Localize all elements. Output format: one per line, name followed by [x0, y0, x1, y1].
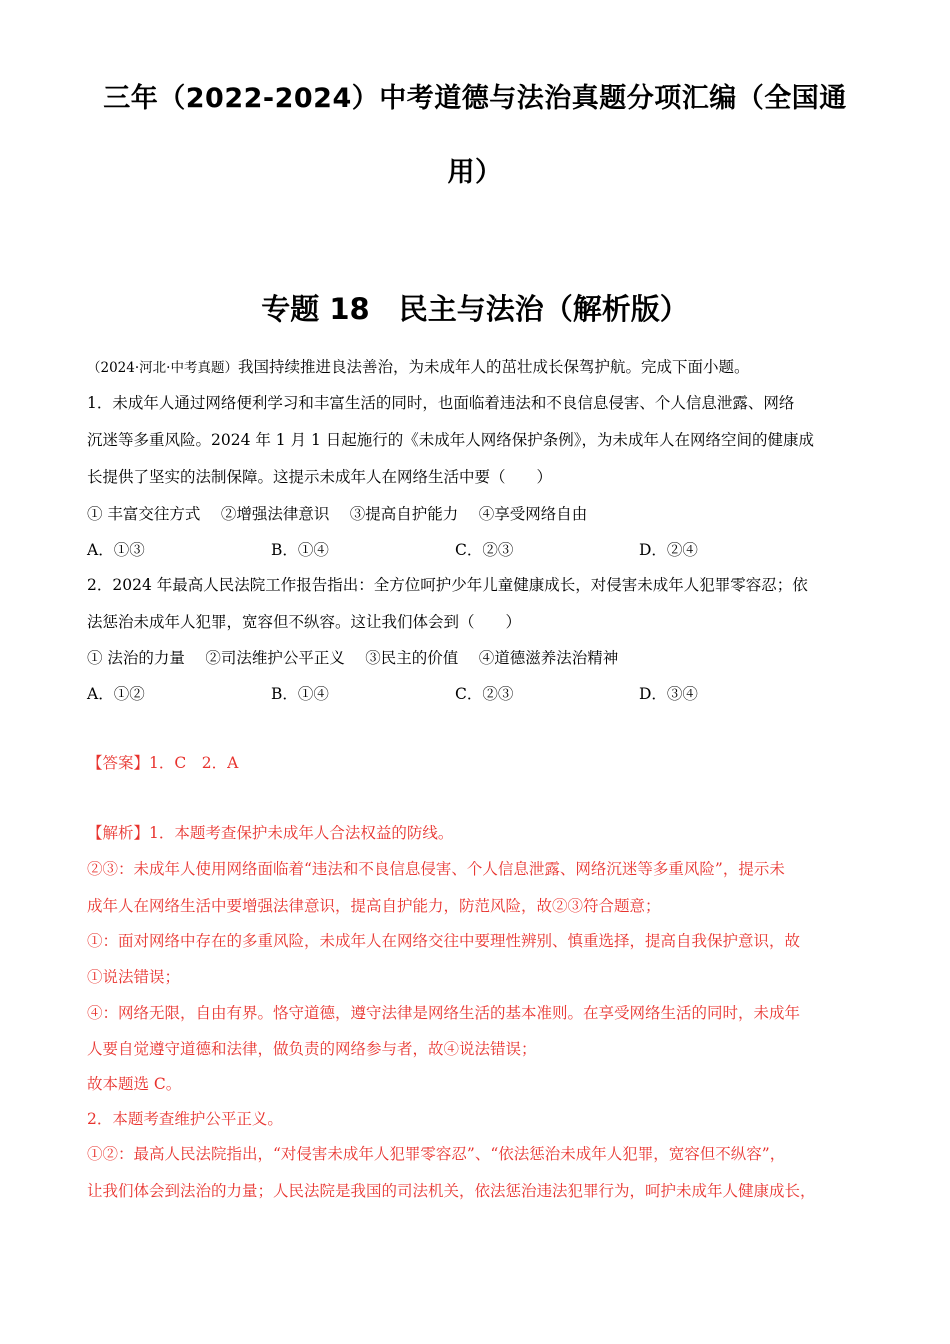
analysis-q1-intro: 1．本题考查保护未成年人合法权益的防线。 [149, 824, 454, 842]
analysis-line-4: ①说法错误； [87, 968, 181, 986]
q1-line-3: 长提供了坚实的法制保障。这提示未成年人在网络生活中要（ ） [87, 468, 553, 486]
q2-option-d[interactable]: D．③④ [639, 685, 698, 703]
answer-text: 1．C 2．A [149, 754, 239, 772]
q2-option-b[interactable]: B．①④ [271, 685, 329, 703]
q2-options [87, 683, 877, 705]
document-title-line-1: 三年（2022-2024）中考道德与法治真题分项汇编（全国通 [103, 83, 847, 114]
q2-line-2: 法惩治未成年人犯罪，宽容但不纵容。这让我们体会到（ ） [87, 613, 522, 631]
q1-statements: ① 丰富交往方式 ②增强法律意识 ③提高自护能力 ④享受网络自由 [87, 505, 588, 523]
analysis-line-1: ②③：未成年人使用网络面临着“违法和不良信息侵害、个人信息泄露、网络沉迷等多重风险”，提示未 [87, 860, 785, 878]
q2-option-c[interactable]: C．②③ [455, 685, 514, 703]
q1-line-2: 沉迷等多重风险。2024 年 1 月 1 日起施行的《未成年人网络保护条例》，为未成年人在网络空间的健康成 [87, 431, 815, 449]
analysis-line-6: 人要自觉遵守道德和法律，做负责的网络参与者，故④说法错误； [87, 1040, 537, 1058]
analysis-q2-line-2: 让我们体会到法治的力量；人民法院是我国的司法机关，依法惩治违法犯罪行为，呵护未成年人健康成长， [87, 1182, 816, 1200]
q2-statements: ① 法治的力量 ②司法维护公平正义 ③民主的价值 ④道德滋养法治精神 [87, 649, 619, 667]
intro-paragraph [87, 356, 877, 379]
analysis-q2-intro: 2．本题考查维护公平正义。 [87, 1110, 283, 1128]
analysis-conclusion-q1: 故本题选 C。 [87, 1075, 182, 1093]
intro-text: 我国持续推进良法善治，为未成年人的茁壮成长保驾护航。完成下面小题。 [237, 358, 750, 376]
document-title-line-2: 用） [447, 157, 503, 188]
analysis-heading [87, 822, 877, 844]
analysis-q2-line-1: ①②：最高人民法院指出，“对侵害未成年人犯罪零容忍”、“依法惩治未成年人犯罪，宽容但不纵容”， [87, 1145, 786, 1163]
q1-options [87, 539, 877, 561]
q1-line-1: 1．未成年人通过网络便利学习和丰富生活的同时，也面临着违法和不良信息侵害、个人信息泄露、网络 [87, 394, 795, 412]
q1-option-d[interactable]: D．②④ [639, 541, 698, 559]
analysis-label: 【解析】 [87, 824, 150, 842]
intro-source: （2024·河北·中考真题） [87, 360, 238, 376]
q1-option-c[interactable]: C．②③ [455, 541, 514, 559]
analysis-line-5: ④：网络无限，自由有界。恪守道德，遵守法律是网络生活的基本准则。在享受网络生活的同时，未成年 [87, 1004, 801, 1022]
analysis-line-2: 成年人在网络生活中要增强法律意识，提高自护能力，防范风险，故②③符合题意； [87, 897, 661, 915]
answer-line [87, 752, 877, 774]
analysis-line-3: ①：面对网络中存在的多重风险，未成年人在网络交往中要理性辨别、慎重选择，提高自我保护意识，故 [87, 932, 801, 950]
q2-option-a[interactable]: A．①② [87, 685, 145, 703]
q1-option-a[interactable]: A．①③ [87, 541, 145, 559]
q1-option-b[interactable]: B．①④ [271, 541, 329, 559]
q2-line-1: 2．2024 年最高人民法院工作报告指出：全方位呵护少年儿童健康成长，对侵害未成年人犯罪零容忍；依 [87, 576, 808, 594]
answer-label: 【答案】 [87, 754, 150, 772]
topic-subtitle: 专题 18 民主与法治（解析版） [261, 292, 689, 326]
